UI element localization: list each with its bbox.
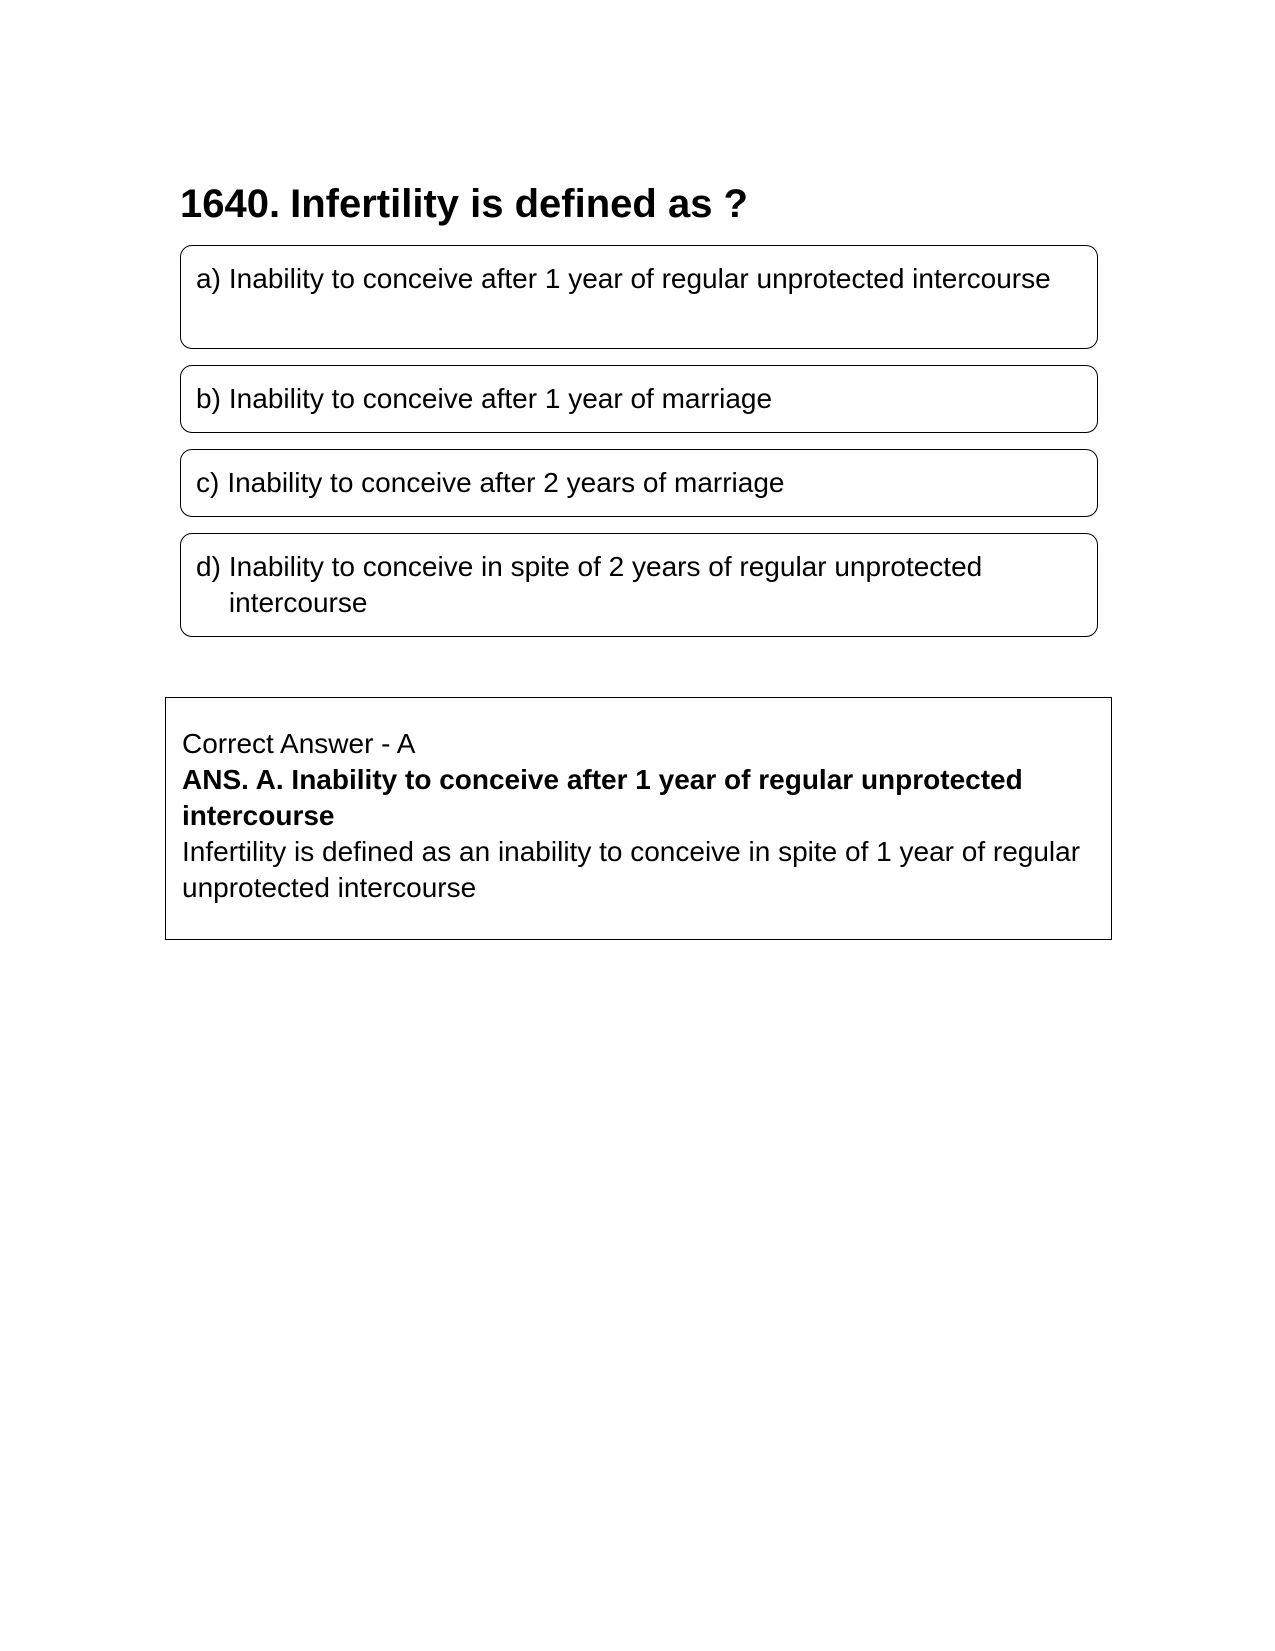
option-letter: b) xyxy=(196,383,221,414)
question-title xyxy=(180,178,1100,230)
option-text: Inability to conceive after 1 year of marriage xyxy=(228,383,773,414)
option-text: Inability to conceive in spite of 2 years of regular unprotected intercourse xyxy=(228,551,983,618)
correct-answer-label: Correct Answer - A xyxy=(182,728,416,759)
option-letter: c) xyxy=(196,467,220,498)
option-text: Inability to conceive after 2 years of marriage xyxy=(227,467,785,498)
answer-explanation: Infertility is defined as an inability to conceive in spite of 1 year of regular unprotected intercourse xyxy=(182,836,1081,903)
question-text: Infertility is defined as ? xyxy=(290,182,748,226)
question-number: 1640. xyxy=(180,182,281,226)
option-a[interactable] xyxy=(180,245,1098,349)
option-letter: a) xyxy=(196,263,221,294)
answer-heading: ANS. A. Inability to conceive after 1 year of regular unprotected intercourse xyxy=(182,764,1023,831)
answer-box xyxy=(165,697,1112,940)
option-c[interactable] xyxy=(180,449,1098,517)
option-b[interactable] xyxy=(180,365,1098,433)
option-text: Inability to conceive after 1 year of regular unprotected intercourse xyxy=(228,263,1051,294)
option-letter: d) xyxy=(196,551,221,582)
option-d[interactable] xyxy=(180,533,1098,637)
